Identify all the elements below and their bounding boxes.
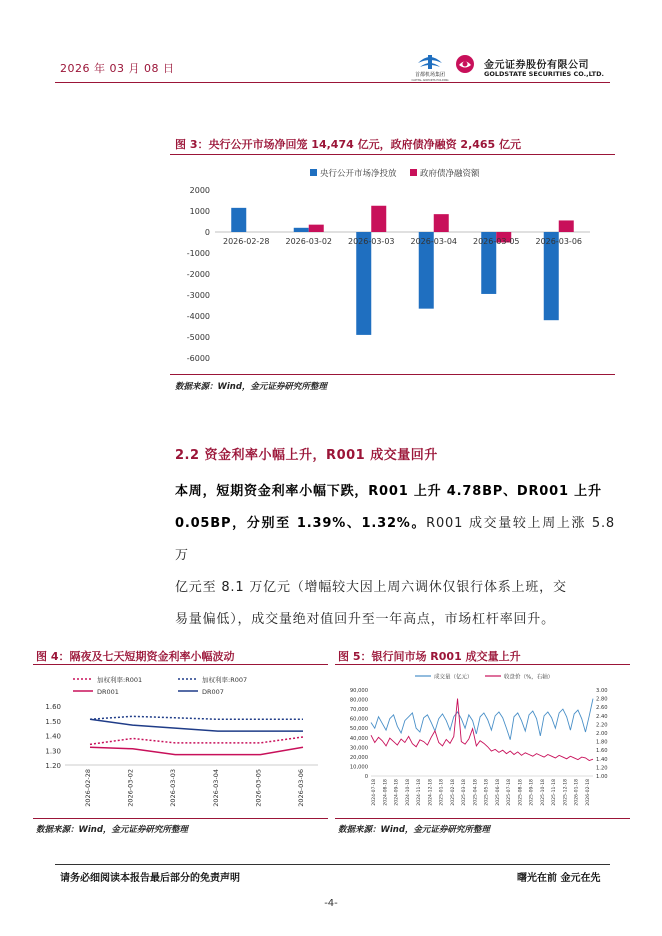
x-tick-label: 2026-03-04 [410,237,457,246]
y-tick-label: -5000 [186,333,210,342]
x-tick-label: 2026-02-18 [586,779,591,806]
y-tick-label: 1.20 [45,762,61,770]
figure3-source: 数据来源：Wind，金元证券研究所整理 [175,382,327,392]
y-right-tick-label: 1.00 [596,774,608,780]
y-right-tick-label: 1.40 [596,756,608,763]
section-paragraph [175,476,615,636]
y-left-tick-label: 10,000 [349,764,368,771]
para-line3: 亿元至 8.1 万亿元（增幅较大因上周六调休仅银行体系上班，交 [175,580,567,595]
y-left-tick-label: 0 [364,774,368,780]
legend-label: 央行公开市场净投放 [320,169,397,179]
y-left-tick-label: 80,000 [349,697,368,704]
series-line-dr007 [90,719,303,731]
legend-label: 成交量（亿元） [434,674,473,681]
x-tick-label: 2026-01-18 [574,779,580,806]
y-tick-label: 2000 [189,186,210,195]
y-tick-label: -3000 [186,291,210,300]
figure5-chart [335,668,630,813]
y-tick-label: 0 [204,228,210,237]
figure5-title: 图 5：银行间市场 R001 成交量上升 [338,650,521,663]
x-tick-label: 2025-05-18 [484,779,490,806]
y-tick-label: -1000 [186,249,210,258]
y-tick-label: 1.30 [45,747,61,756]
close-price-line [371,699,593,761]
legend-label: DR007 [202,688,224,696]
x-tick-label: 2025-08-18 [518,779,524,806]
header-rule [55,82,610,83]
bar-govbond [309,225,324,232]
figure3-title: 图 3：央行公开市场净回笼 14,474 亿元，政府债净融资 2,465 亿元 [175,138,522,151]
company-name-cn: 金元证券股份有限公司 [484,60,589,71]
y-right-tick-label: 1.20 [596,765,608,772]
figure5-bottom-rule [335,818,630,819]
x-tick-label: 2025-06-18 [495,779,501,806]
para-line2-rest: R001 成交量较上周上涨 5.8 万 [175,516,615,563]
x-tick-label: 2025-09-18 [529,779,535,806]
y-tick-label: 1.60 [45,703,61,711]
x-tick-label: 2025-04-18 [473,779,479,806]
x-tick-label: 2025-11-18 [552,779,558,806]
bar-pboc [231,208,246,232]
svg-text:首都机场集团: 首都机场集团 [414,72,446,78]
report-date: 2026 年 03 月 08 日 [60,62,175,75]
section-title: 2.2 资金利率小幅上升，R001 成交量回升 [175,448,438,463]
legend-swatch [310,169,317,176]
disclaimer-note: 请务必细阅读本报告最后部分的免责声明 [60,873,240,884]
y-left-tick-label: 90,000 [349,688,368,694]
x-tick-label: 2025-01-18 [439,779,445,806]
y-left-tick-label: 70,000 [349,707,368,714]
x-tick-label: 2026-03-03 [348,237,395,246]
figure3-title-rule [170,154,615,155]
legend-swatch [410,169,417,176]
company-name-en: GOLDSTATE SECURITIES CO.,LTD. [484,70,604,78]
y-left-tick-label: 50,000 [349,726,368,733]
x-tick-label: 2026-03-04 [211,769,220,807]
y-tick-label: 1.50 [45,717,61,726]
bar-govbond [371,206,386,232]
x-tick-label: 2025-03-18 [462,779,468,806]
x-tick-label: 2025-07-18 [507,779,513,806]
figure4-source: 数据来源：Wind，金元证券研究所整理 [36,825,188,835]
company-slogan: 曙光在前 金元在先 [517,873,601,884]
legend-label: 加权利率:R007 [202,676,248,684]
svg-text:CAPITAL AIRPORTS HOLDING: CAPITAL AIRPORTS HOLDING [411,79,449,82]
volume-line [371,699,593,740]
series-line-dr001 [90,747,303,754]
x-tick-label: 2026-02-28 [84,769,92,807]
y-tick-label: -4000 [186,312,210,321]
x-tick-label: 2026-03-06 [297,769,305,807]
x-tick-label: 2026-03-02 [285,237,332,246]
y-tick-label: -6000 [186,354,210,363]
bar-govbond [559,220,574,232]
figure4-bottom-rule [33,818,328,819]
bar-govbond [434,214,449,232]
page-number: -4- [324,898,338,909]
figure4-chart [33,668,328,813]
para-bold-line1: 本周，短期资金利率小幅下跌，R001 上升 4.78BP、DR001 上升 [175,484,602,499]
x-tick-label: 2024-12-18 [428,779,434,806]
y-left-tick-label: 30,000 [349,745,368,752]
y-tick-label: 1000 [189,207,210,216]
series-line-r001 [90,737,303,744]
legend-label: DR001 [97,688,119,696]
x-tick-label: 2026-03-03 [169,769,178,807]
figure5-title-rule [335,664,630,665]
series-line-r007 [90,716,303,719]
y-tick-label: -2000 [186,270,210,279]
y-left-tick-label: 40,000 [349,735,368,742]
x-tick-label: 2026-03-02 [126,769,135,807]
x-tick-label: 2026-03-06 [535,237,582,246]
legend-label: 加权利率:R001 [97,676,143,684]
bar-pboc [356,232,371,335]
y-left-tick-label: 60,000 [349,716,368,723]
y-right-tick-label: 2.40 [596,713,608,720]
y-right-tick-label: 2.00 [596,731,608,737]
x-tick-label: 2024-07-18 [372,779,377,806]
x-tick-label: 2025-12-18 [563,779,569,806]
x-tick-label: 2024-10-18 [405,779,411,806]
y-left-tick-label: 20,000 [349,754,368,761]
x-tick-label: 2026-03-05 [254,769,263,807]
capital-airports-logo [410,49,450,83]
y-right-tick-label: 2.20 [596,722,608,729]
x-tick-label: 2025-10-18 [540,779,546,806]
figure4-title: 图 4：隔夜及七天短期资金利率小幅波动 [36,650,235,663]
y-right-tick-label: 3.00 [596,688,608,694]
y-tick-label: 1.40 [45,732,61,741]
y-right-tick-label: 2.80 [596,696,608,703]
para-line4: 易量偏低），成交量绝对值回升至一年高点，市场杠杆率回升。 [175,612,555,627]
goldstate-logo-icon [455,54,475,74]
y-right-tick-label: 2.60 [596,705,608,712]
legend-label: 政府债净融资额 [420,169,480,179]
para-bold-line2: 0.05BP，分别至 1.39%、1.32%。 [175,516,427,531]
x-tick-label: 2026-03-05 [473,237,520,246]
footer-rule [55,864,610,865]
bar-pboc [294,228,309,232]
y-right-tick-label: 1.80 [596,739,608,746]
legend-label: 收盘价（%，右轴） [504,674,554,681]
figure3-chart [170,158,610,370]
figure3-bottom-rule [170,374,615,375]
x-tick-label: 2024-11-18 [417,779,423,806]
y-right-tick-label: 1.60 [596,748,608,755]
x-tick-label: 2024-09-18 [394,779,400,806]
x-tick-label: 2025-02-18 [450,779,456,806]
x-tick-label: 2026-02-28 [223,237,270,246]
x-tick-label: 2024-08-18 [383,779,389,806]
figure5-source: 数据来源：Wind，金元证券研究所整理 [338,825,490,835]
figure4-title-rule [33,664,328,665]
